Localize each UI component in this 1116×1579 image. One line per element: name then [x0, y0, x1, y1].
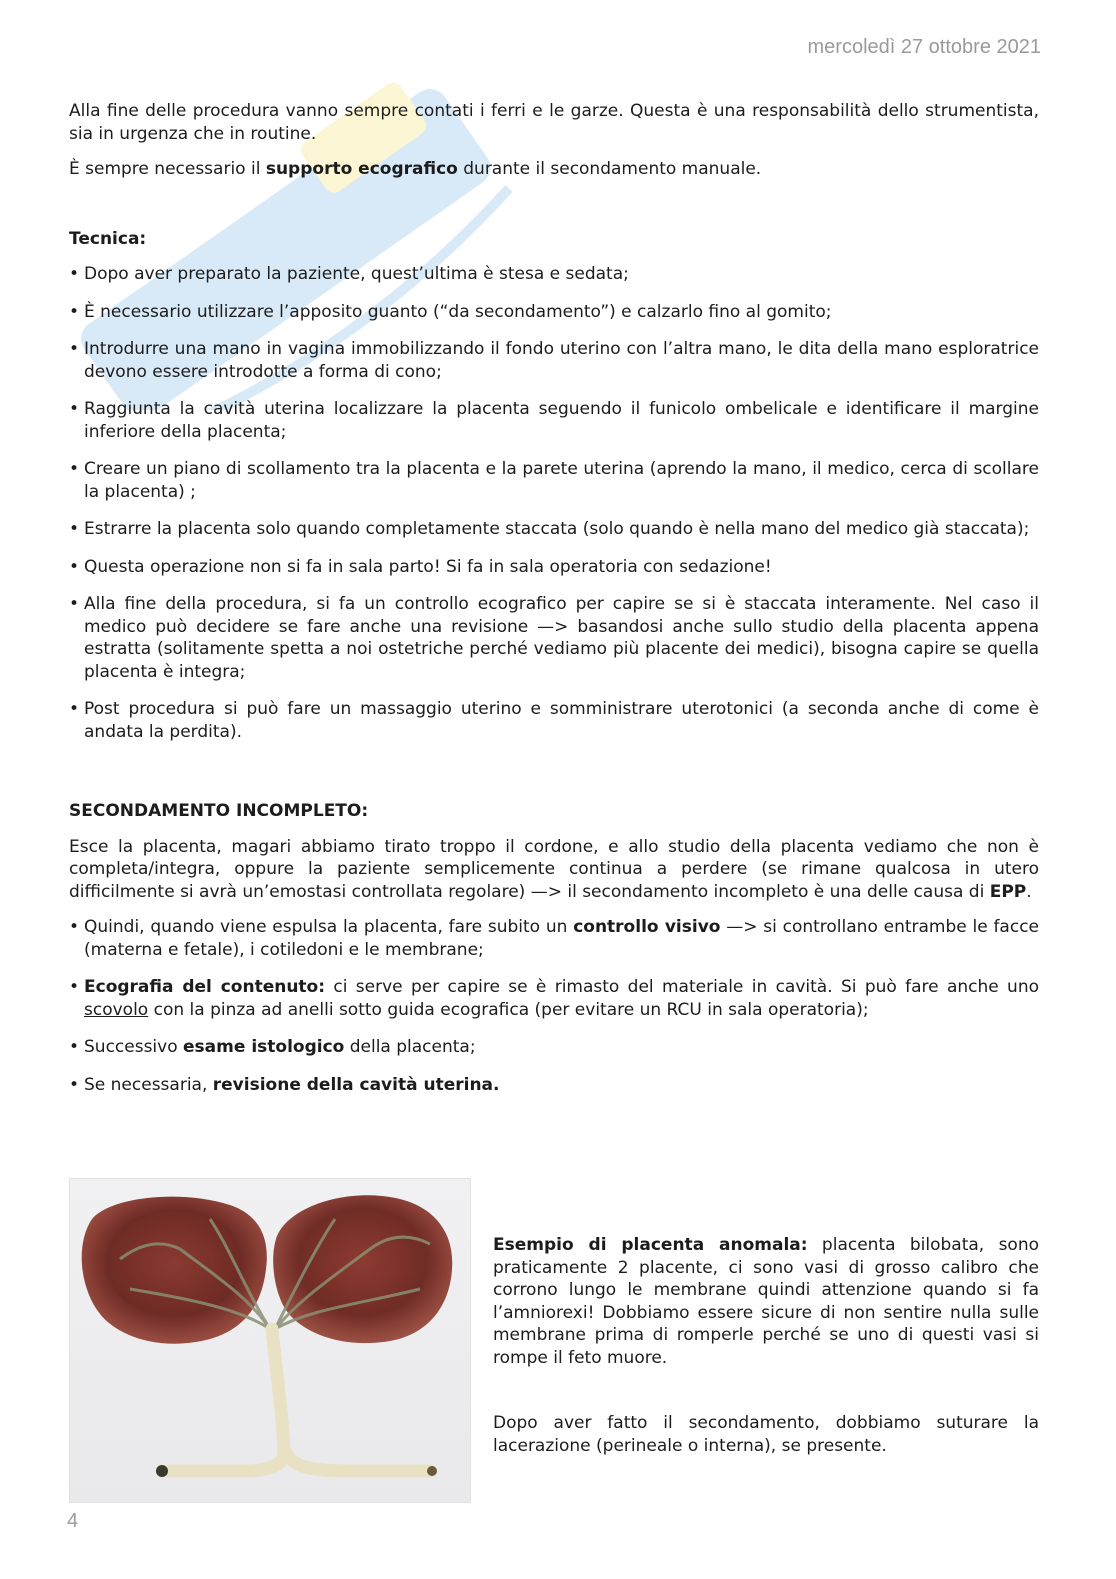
figure-row — [69, 1178, 1039, 1503]
list-item: • Quindi, quando viene espulsa la placenta, fare subito un controllo visivo —> si controllano entrambe le facce (materna e fetale), i cotiledoni e le membrane; — [69, 916, 1039, 961]
incompleto-paragraph: Esce la placenta, magari abbiamo tirato troppo il cordone, e allo studio della placenta vediamo che non è completa/integra, oppure la paziente semplicemente continua a perdere (se rimane qualcosa in utero difficilmente si avrà un’emostasi controllata regolare) —> il secondamento incompleto è una delle causa di EPP. — [69, 836, 1039, 902]
page-number: 4 — [67, 1510, 79, 1532]
list-item: • Introdurre una mano in vagina immobilizzando il fondo uterino con l’altra mano, le dita della mano esploratrice devono essere introdotte a forma di cono; — [69, 338, 1039, 383]
figure-caption — [493, 1234, 1039, 1457]
list-item: • Creare un piano di scollamento tra la placenta e la parete uterina (aprendo la mano, il medico, cerca di scollare la placenta) ; — [69, 458, 1039, 503]
page-date: mercoledì 27 ottobre 2021 — [807, 36, 1041, 58]
caption-paragraph-1: Esempio di placenta anomala: placenta bilobata, sono praticamente 2 placente, ci sono vasi di grosso calibro che corrono lungo le membrane quindi attenzione quando si fa l’amniorexi! Dobbiamo essere sicure di non sentire nulla sulle membrane prima di romperle perché se uno di questi vasi si rompe il feto muore. — [493, 1235, 1040, 1368]
caption-paragraph-2: Dopo aver fatto il secondamento, dobbiamo suturare la lacerazione (perineale o interna), se presente. — [493, 1413, 1039, 1456]
list-item: • Se necessaria, revisione della cavità uterina. — [69, 1074, 1039, 1097]
intro-paragraph-2: È sempre necessario il supporto ecografico durante il secondamento manuale. — [69, 159, 762, 179]
bold-supporto-ecografico: supporto ecografico — [265, 159, 458, 179]
list-item: • Dopo aver preparato la paziente, quest’ultima è stesa e sedata; — [69, 263, 1039, 286]
heading-secondamento-incompleto: SECONDAMENTO INCOMPLETO: — [69, 801, 369, 821]
heading-tecnica: Tecnica: — [69, 228, 147, 249]
list-item: • Questa operazione non si fa in sala parto! Si fa in sala operatoria con sedazione! — [69, 556, 1039, 579]
list-item: • Post procedura si può fare un massaggio uterino e somministrare uterotonici (a seconda anche di come è andata la perdita). — [69, 698, 1039, 743]
page-content — [69, 100, 1039, 1111]
tecnica-list — [69, 263, 1039, 743]
list-item: • Alla fine della procedura, si fa un controllo ecografico per capire se si è staccata interamente. Nel caso il medico può decidere se fare anche una revisione —> basandosi anche sullo studio della placenta appena estratta (solitamente spetta a noi ostetriche perché vediamo più placente dei medici), bisogna capire se quella placenta è integra; — [69, 593, 1039, 683]
list-item: • È necessario utilizzare l’apposito guanto (“da secondamento”) e calzarlo fino al gomito; — [69, 301, 1039, 324]
list-item: • Raggiunta la cavità uterina localizzare la placenta seguendo il funicolo ombelicale e identificare il margine inferiore della placenta; — [69, 398, 1039, 443]
list-item: • Successivo esame istologico della placenta; — [69, 1036, 1039, 1059]
list-item: • Estrarre la placenta solo quando completamente staccata (solo quando è nella mano del medico già staccata); — [69, 518, 1039, 541]
list-item: • Ecografia del contenuto: ci serve per capire se è rimasto del materiale in cavità. Si può fare anche uno scovolo con la pinza ad anelli sotto guida ecografica (per evitare un RCU in sala operatoria); — [69, 976, 1039, 1021]
underlined-scovolo: scovolo — [84, 999, 149, 1020]
bilobed-placenta-photo — [69, 1178, 471, 1503]
placenta-illustration — [70, 1179, 470, 1502]
incompleto-list — [69, 916, 1039, 1096]
intro-paragraph-1: Alla fine delle procedura vanno sempre contati i ferri e le garze. Questa è una responsabilità dello strumentista, sia in urgenza che in routine. — [69, 101, 1039, 144]
